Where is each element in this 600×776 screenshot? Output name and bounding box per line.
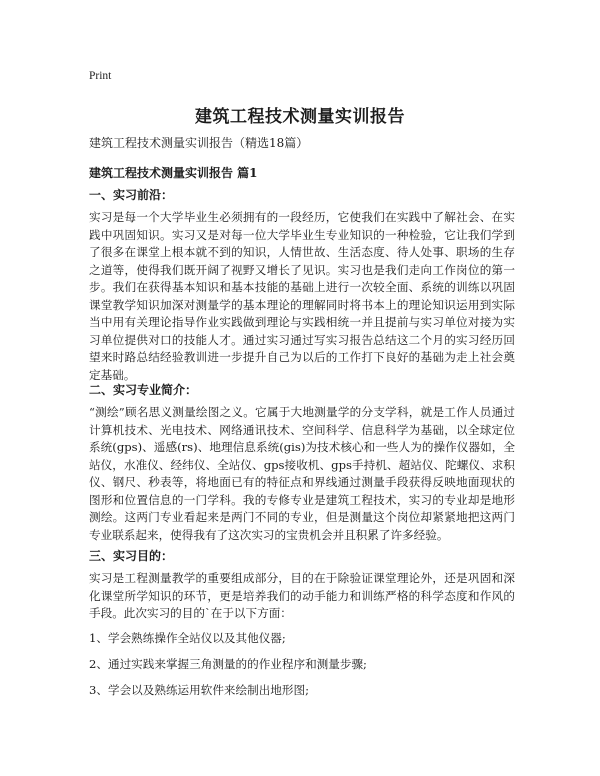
section-body-internship-preface: 实习是每一个大学毕业生必须拥有的一段经历，它使我们在实践中了解社会、在实践中巩固知识。实习又是对每一位大学毕业生专业知识的一种检验，它让我们学到了很多在课堂上根本就不到的知识，人情世故、生活态度、待人处事、职场的生存之道等，使得我们既开阔了视野又增长了见识。实习也是我们走向工作岗位的第一步。我们在获得基本知识和基本技能的基础上进行一次较全面、系统的训练以巩固课堂教学知识加深对测量学的基本理论的理解同时将书本上的理论知识运用到实际当中用有关理论指导作业实践做到理论与实践相统一并且提前与实习单位对接为实习单位提供对口的技能人才。通过实习通过写实习报告总结这二个月的实习经历回望来时路总结经验教训进一步提升自己为以后的工作打下良好的基础为走上社会奠定基础。 xyxy=(89,210,515,382)
document-subtitle: 建筑工程技术测量实训报告（精选18篇） xyxy=(89,136,309,150)
section-body-major-introduction: “测绘”顾名思义测量绘图之义。它属于大地测量学的分支学科，就是工作人员通过计算机技术、光电技术、网络通讯技术、空间科学、信息科学为基础，以全球定位系统(gps)、遥感(rs)、地理信息系统(gis)为技术核心和一些人为的操作仪器如，全站仪，水准仪、经纬仪、全站仪、gps接收机、gps手持机、超站仪、陀螺仪、求积仪、钢尺、秒表等，将地面已有的特征点和界线通过测量手段获得反映地面现状的图形和位置信息的一门学科。我的专修专业是建筑工程技术，实习的专业却是地形测绘。这两门专业看起来是两门不同的专业，但是测量这个岗位却紧紧地把这两门专业联系起来，使得我有了这次实习的宝贵机会并且积累了许多经验。 xyxy=(89,405,515,542)
list-item: 3、学会以及熟练运用软件来绘制出地形图; xyxy=(89,683,309,697)
section-heading-internship-purpose: 三、实习目的： xyxy=(89,549,174,563)
list-item: 2、通过实践来掌握三角测量的的作业程序和测量步骤; xyxy=(89,657,367,671)
section-body-internship-purpose: 实习是工程测量教学的重要组成部分，目的在于除验证课堂理论外，还是巩固和深化课堂所学知识的环节，更是培养我们的动手能力和训练严格的科学态度和作风的手段。此次实习的目的`在于以下方面： xyxy=(89,571,515,620)
list-item: 1、学会熟练操作全站仪以及其他仪器; xyxy=(89,631,286,645)
section-heading-internship-preface: 一、实习前沿： xyxy=(89,188,174,202)
page-title: 建筑工程技术测量实训报告 xyxy=(195,107,405,127)
section-heading-major-introduction: 二、实习专业简介： xyxy=(89,383,198,397)
print-link[interactable]: Print xyxy=(89,70,112,82)
article-heading: 建筑工程技术测量实训报告 篇1 xyxy=(89,166,258,180)
